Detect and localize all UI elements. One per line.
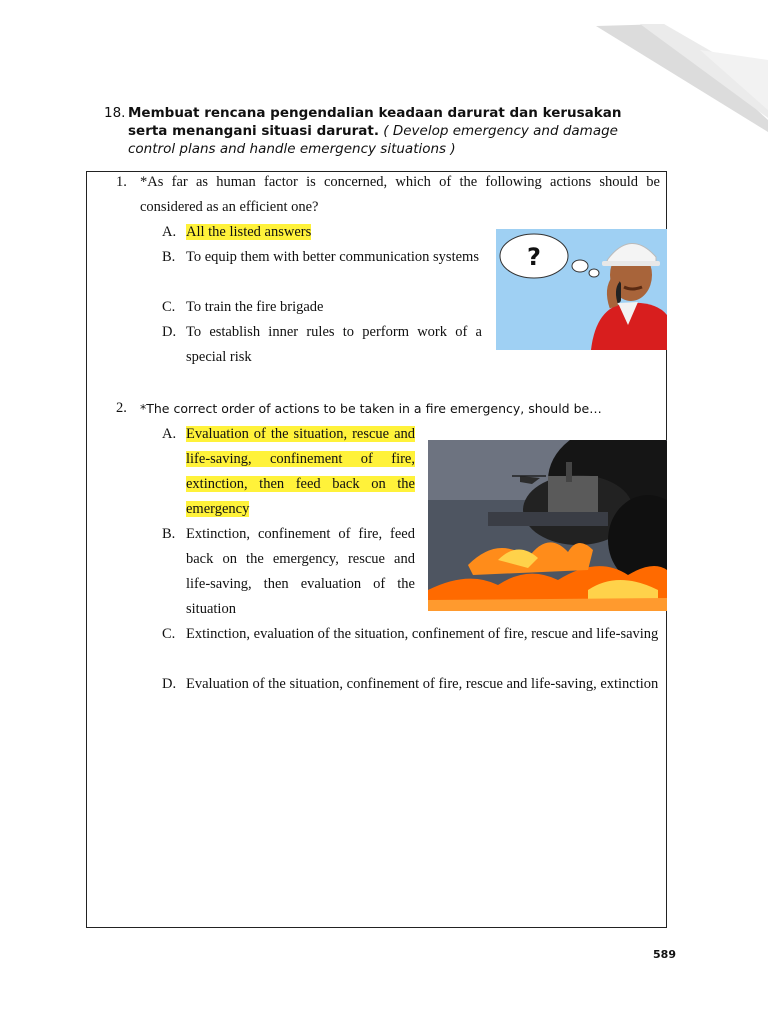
thought-bubble-text: ?: [527, 243, 541, 271]
section-title: Membuat rencana pengendalian keadaan darurat dan kerusakan serta menangani situasi darurat.: [128, 105, 622, 139]
question-2-prompt: *The correct order of actions to be taken in a fire emergency, should be…: [140, 401, 602, 416]
q1-option-d[interactable]: [162, 320, 482, 370]
section-title-english: ( Develop emergency and damage control plans and handle emergency situations ): [128, 123, 618, 157]
q1-option-a[interactable]: [162, 220, 482, 245]
option-text: Evaluation of the situation, confinement of fire, rescue and life-saving, extinction: [186, 676, 659, 692]
option-letter: D.: [162, 676, 177, 692]
option-letter: D.: [162, 324, 177, 340]
q2-option-b[interactable]: [162, 522, 415, 622]
option-text: All the listed answers: [186, 224, 312, 240]
question-2-number: 2.: [116, 400, 127, 416]
option-letter: A.: [162, 426, 177, 442]
ship-fire-image: [428, 440, 667, 611]
thinking-worker-image: [496, 229, 667, 350]
q1-option-b[interactable]: [162, 245, 482, 270]
q2-option-d[interactable]: [162, 672, 660, 697]
q2-option-c[interactable]: [162, 622, 660, 647]
question-1-number: 1.: [116, 174, 127, 190]
option-letter: C.: [162, 626, 176, 642]
option-text: Extinction, evaluation of the situation, confinement of fire, rescue and life-saving: [186, 626, 659, 642]
question-1-text: [140, 170, 660, 220]
option-letter: A.: [162, 224, 177, 240]
section-header: [104, 104, 664, 158]
section-number: 18.: [104, 105, 126, 121]
q2-option-a[interactable]: [162, 422, 415, 522]
question-2-text: [140, 396, 660, 421]
option-text: Evaluation of the situation, rescue and life-saving, confinement of fire, extinction, then feed back on the emergency: [186, 426, 415, 517]
option-letter: C.: [162, 299, 176, 315]
option-text: To equip them with better communication systems: [186, 249, 479, 265]
page-number: 589: [653, 948, 676, 961]
option-text: To train the fire brigade: [186, 299, 324, 315]
option-letter: B.: [162, 526, 176, 542]
question-1-prompt: *As far as human factor is concerned, which of the following actions should be considered as an efficient one?: [140, 174, 660, 215]
q1-option-c[interactable]: [162, 295, 482, 320]
option-letter: B.: [162, 249, 176, 265]
option-text: Extinction, confinement of fire, feed back on the emergency, rescue and life-saving, then evaluation of the situation: [186, 526, 415, 617]
option-text: To establish inner rules to perform work of a special risk: [186, 324, 482, 365]
